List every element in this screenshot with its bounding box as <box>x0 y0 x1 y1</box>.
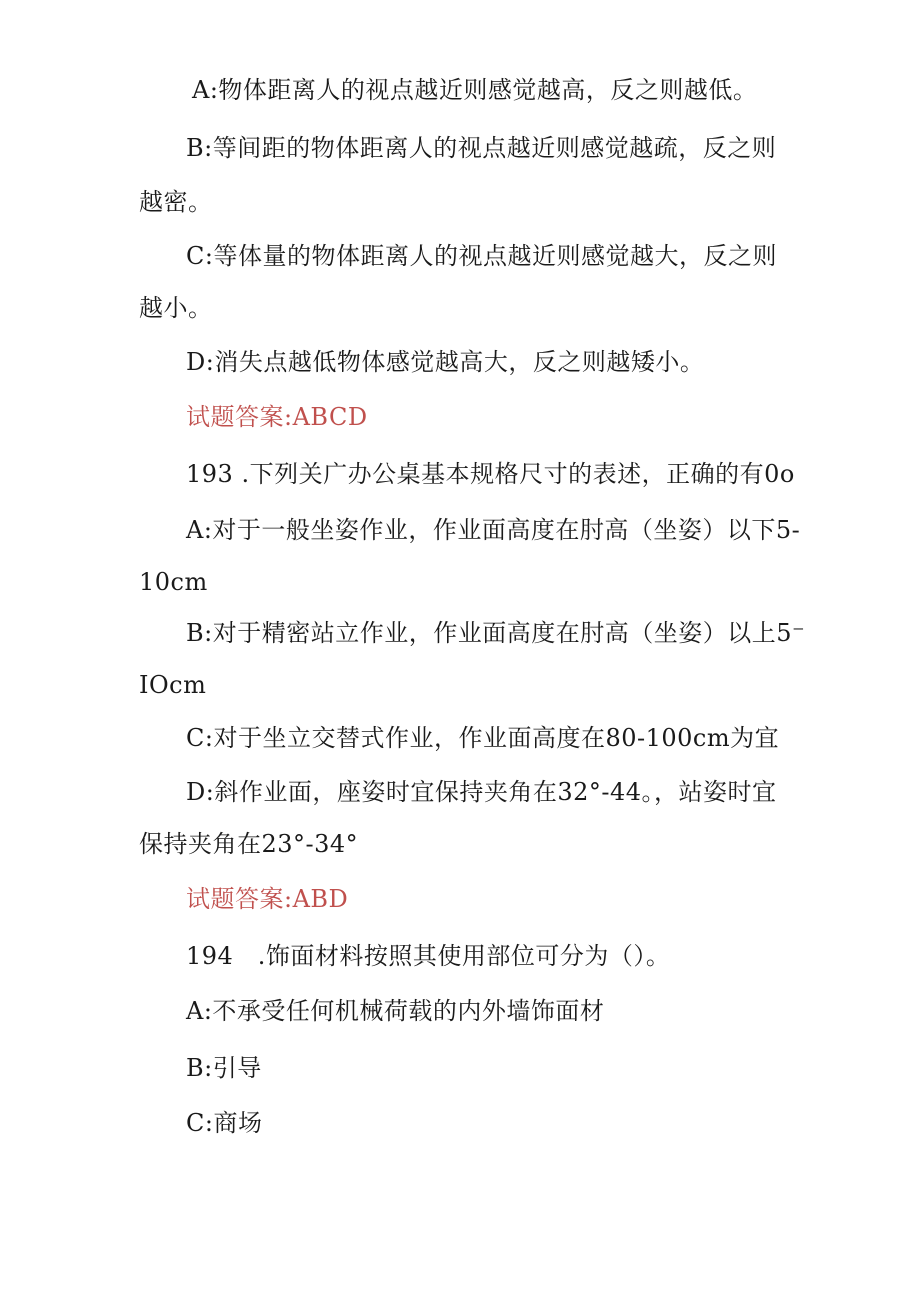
q193-option-d: D:斜作业面，座姿时宜保持夹角在32°-44。，站姿时宜 <box>186 778 777 806</box>
q193-option-b: B:对于精密站立作业，作业面高度在肘高（坐姿）以上5⁻ <box>186 619 806 647</box>
option-c-continuation: 越小。 <box>139 294 213 322</box>
question-193: 193 .下列关广办公桌基本规格尺寸的表述，正确的有0o <box>186 460 795 488</box>
option-b-line: B:等间距的物体距离人的视点越近则感觉越疏，反之则 <box>186 134 777 162</box>
q193-option-a-continuation: 10cm <box>139 568 208 596</box>
q194-option-b: B:引导 <box>186 1054 262 1082</box>
q193-option-c: C:对于坐立交替式作业，作业面高度在80-100cm为宜 <box>186 724 780 752</box>
q193-option-b-continuation: IOcm <box>139 671 207 699</box>
q193-option-a: A:对于一般坐姿作业，作业面高度在肘高（坐姿）以下5- <box>186 516 801 544</box>
option-a-line: A:物体距离人的视点越近则感觉越高，反之则越低。 <box>192 76 758 104</box>
q194-option-c: C:商场 <box>186 1109 263 1137</box>
q193-answer: 试题答案:ABD <box>186 885 349 913</box>
option-b-continuation: 越密。 <box>139 188 213 216</box>
answer-label: 试题答案:ABCD <box>186 403 368 431</box>
q194-option-a: A:不承受任何机械荷载的内外墙饰面材 <box>186 997 605 1025</box>
option-d-line: D:消失点越低物体感觉越高大，反之则越矮小。 <box>186 348 705 376</box>
q193-option-d-continuation: 保持夹角在23°-34° <box>139 830 359 858</box>
question-194: 194 .饰面材料按照其使用部位可分为（）。 <box>186 942 671 970</box>
option-c-line: C:等体量的物体距离人的视点越近则感觉越大，反之则 <box>186 242 777 270</box>
